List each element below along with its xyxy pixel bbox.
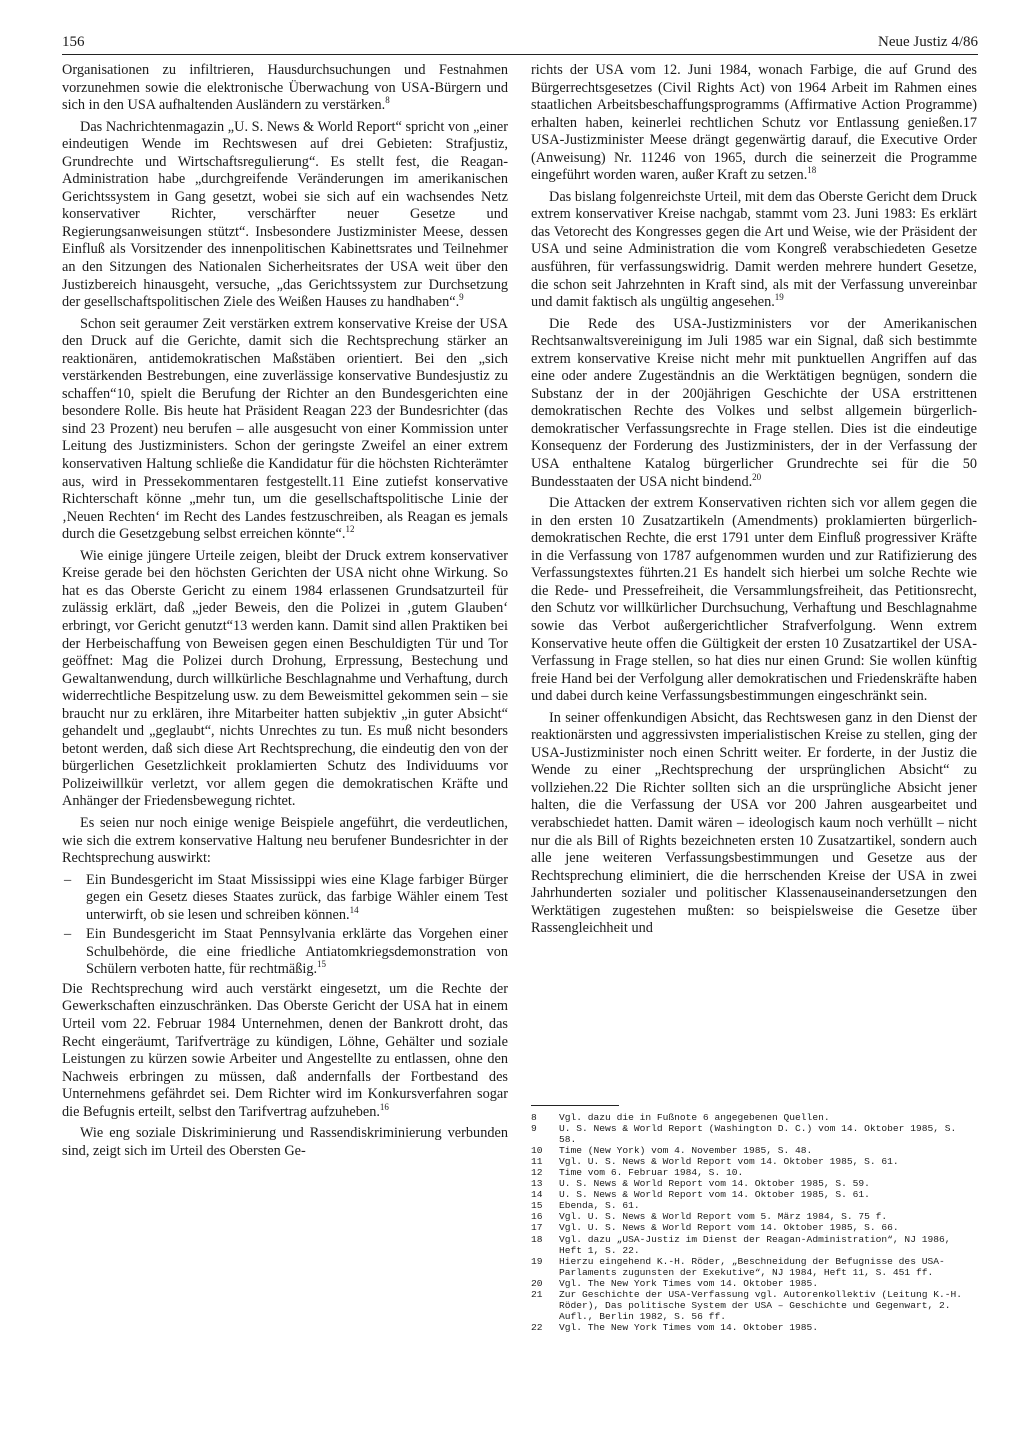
footnote xyxy=(531,1222,977,1233)
footnote xyxy=(531,1256,977,1278)
paragraph xyxy=(531,189,977,312)
footnote-number: 11 xyxy=(531,1156,543,1168)
paragraph-text: richts der USA vom 12. Juni 1984, wonach Farbige, die auf Grund des Bürgerrechtsgesetzes (Civil Rights Act) von 1964 Arbeit im Rahmen eines staatlichen Arbeitsbeschaffungsprogramms (Affirmative Action Programme) erhalten haben, keinerlei rechtlichen Schutz vor Entlassung genießen.17 USA-Justizminister Meese drängt gegenwärtig darauf, die Executive Order (Anweisung) Nr. 11246 von 1965, durch die seinerzeit die Programme eingeführt worden waren, außer Kraft zu setzen. xyxy=(531,62,977,184)
paragraph-text: Die Rechtsprechung wird auch verstärkt eingesetzt, um die Rechte der Gewerkschaften einzuschränken. Das Oberste Gericht der USA hat in einem Urteil vom 22. Februar 1984 Unternehmen, denen der Bankrott droht, das Recht eingeräumt, Tarifverträge zu kündigen, Löhne, Gehälter und soziale Leistungen zu kürzen sowie Arbeiter und Angestellte zu entlassen, ohne den Nachweis erbringen zu müssen, daß andernfalls der Fortbestand des Unternehmens gefährdet sei. Dem Richter wird im Konkursverfahren sogar die Befugnis erteilt, selbst den Tarifvertrag aufzuheben. xyxy=(62,980,508,1120)
footnote-text: Vgl. The New York Times vom 14. Oktober 1985. xyxy=(559,1277,819,1289)
footnote xyxy=(531,1234,977,1256)
paragraph-text: Ein Bundesgericht im Staat Pennsylvania erklärte das Vorgehen einer Schulbehörde, die eine friedliche Antiatomkriegsdemonstration von Schülern verboten hatte, für rechtmäßig. xyxy=(86,926,508,978)
footnote xyxy=(531,1178,977,1189)
footnote-text: Time (New York) vom 4. November 1985, S. 48. xyxy=(559,1145,813,1157)
page-number: 156 xyxy=(62,34,85,50)
footnote-ref: 8 xyxy=(385,95,390,106)
footnote-text: Time vom 6. Februar 1984, S. 10. xyxy=(559,1167,744,1179)
footnote-text: Hierzu eingehend K.-H. Röder, „Beschneidung der Befugnisse des USA-Parlaments zugunsten der Exekutive“, NJ 1984, Heft 11, S. 451 ff. xyxy=(559,1255,945,1278)
paragraph-text: Schon seit geraumer Zeit verstärken extrem konservative Kreise der USA den Druck auf die Gerichte, damit sich die Rechtsprechung stärker an reaktionären, antidemokratischen Maßstäben orientiert. Bei den „sich verstärkenden Bestrebungen, eine zuverlässige konservative Bundesjustiz zu schaffen“10, spielt die Berufung der Richter an den Bundesgerichten eine besondere Rolle. Bis heute hat Präsident Reagan 223 der Bundesrichter (das sind 23 Prozent) neu berufen – alle ausgesucht von einer Kommission unter Leitung des Justizministers. Schon der geringste Zweifel an einer extrem konservativen Haltung schließe die Kandidatur für die höchsten Richterämter aus, wird in Pressekommentaren festgestellt.11 Eine zutiefst konservative Richterschaft könne „mehr tun, um die gesellschaftspolitische Linie der ‚Neuen Rechten‘ im Recht des Landes festzuschreiben, als Reagan es jemals durch die Gesetzgebung selbst erreichen könnte“. xyxy=(62,315,508,543)
footnote-number: 14 xyxy=(531,1189,543,1201)
footnote-rule xyxy=(531,1105,619,1106)
footnote-text: Vgl. dazu die in Fußnote 6 angegebenen Quellen. xyxy=(559,1112,830,1123)
footnote xyxy=(531,1278,977,1289)
footnote-number: 13 xyxy=(531,1178,543,1190)
paragraph xyxy=(62,62,508,115)
footnote-text: Vgl. U. S. News & World Report vom 14. Oktober 1985, S. 66. xyxy=(559,1222,899,1234)
footnote-number: 15 xyxy=(531,1200,543,1212)
footnote-text: Vgl. dazu „USA-Justiz im Dienst der Reagan-Administration“, NJ 1986, Heft 1, S. 22. xyxy=(559,1233,951,1256)
paragraph-text: Ein Bundesgericht im Staat Mississippi wies eine Klage farbiger Bürger gegen ein Gesetz dieses Staates zurück, das farbige Wähler einem Test unterwirft, ob sie lesen und schreiben können. xyxy=(86,871,508,923)
paragraph-text: Die Rede des USA-Justizministers vor der Amerikanischen Rechtsanwaltsvereinigung im Juli 1985 war ein Signal, daß sich bestimmte extrem konservative Kreise nicht mehr mit punktuellen Angriffen auf das eine oder andere Zugeständnis an die Werktätigen begnügen, sondern die Substanz der in der 200jährigen Geschichte der USA erstrittenen demokratischen Rechte des Volkes und selbst allgemein bürgerlich-demokratischer Verfassungsrechte in Frage stellen. Dies ist die eindeutige Konsequenz der Forderung des Justizministers, der in der Verfassung der USA enthaltene Katalog bürgerlicher Grundrechte sei für die 50 Bundesstaaten der USA nicht bindend. xyxy=(531,315,977,490)
footnote-ref: 9 xyxy=(459,292,464,303)
footnote xyxy=(531,1322,977,1333)
footnote-text: U. S. News & World Report (Washington D. C.) vom 14. Oktober 1985, S. 58. xyxy=(559,1123,957,1146)
footnote xyxy=(531,1145,977,1156)
paragraph xyxy=(531,316,977,491)
footnote xyxy=(531,1167,977,1178)
paragraph xyxy=(62,981,508,1121)
footnote xyxy=(531,1289,977,1322)
footnote xyxy=(531,1189,977,1200)
footnote-number: 16 xyxy=(531,1211,543,1223)
list-item xyxy=(62,872,508,925)
footnote-text: Zur Geschichte der USA-Verfassung vgl. Autorenkollektiv (Leitung K.-H. Röder), Das politische System der USA – Geschichte und Gegenwart, 2. Aufl., Berlin 1982, S. 56 ff. xyxy=(559,1288,963,1322)
dash-list xyxy=(62,872,508,979)
left-column xyxy=(62,62,508,1164)
footnote-text: Vgl. The New York Times vom 14. Oktober 1985. xyxy=(559,1321,819,1333)
page-header xyxy=(62,32,978,55)
footnote-number: 10 xyxy=(531,1145,543,1157)
footnote-ref: 15 xyxy=(317,959,327,970)
footnote xyxy=(531,1211,977,1222)
paragraph-text: Das Nachrichtenmagazin „U. S. News & World Report“ spricht von „einer eindeutigen Wende im Rechtswesen auf drei Gebieten: Strafjustiz, Grundrechte und Wirtschaftsregulierung“. Es stellt fest, die Reagan-Administration habe „durchgreifende Veränderungen im amerikanischen Gerichtssystem in Gang gesetzt, wobei sie sich auf ein wachsendes Netz konservativer Richter, verschärfter neuer Gesetze und Regierungsanweisungen stützt“. Insbesondere Justizminister Meese, dessen Einfluß als Vorsitzender des innenpolitischen Kabinettsrates und Teilnehmer an den Sitzungen des Nationalen Sicherheitsrates der USA weit über den Justizbereich hinausgeht, versuche, „das Gerichtssystem zur Durchsetzung der gesellschaftspolitischen Ziele des Weißen Hauses zu handhaben“. xyxy=(62,118,508,311)
paragraph xyxy=(62,316,508,544)
footnote-number: 21 xyxy=(531,1288,543,1300)
paragraph xyxy=(531,710,977,938)
footnote-text: U. S. News & World Report vom 14. Oktober 1985, S. 61. xyxy=(559,1189,870,1201)
footnote-ref: 20 xyxy=(752,471,762,482)
footnote-number: 17 xyxy=(531,1222,543,1234)
footnote-ref: 16 xyxy=(379,1101,389,1112)
footnote-text: U. S. News & World Report vom 14. Oktober 1985, S. 59. xyxy=(559,1178,870,1190)
footnote-number: 9 xyxy=(531,1123,537,1135)
paragraph xyxy=(62,1125,508,1160)
paragraph xyxy=(62,815,508,868)
footnote-ref: 12 xyxy=(345,524,355,535)
right-column xyxy=(531,62,977,942)
paragraph xyxy=(62,119,508,312)
footnote-number: 18 xyxy=(531,1233,543,1245)
footnote xyxy=(531,1123,977,1145)
paragraph-text: In seiner offenkundigen Absicht, das Rechtswesen ganz in den Dienst der reaktionärsten und aggressivsten imperialistischen Kreise zu stellen, ging der USA-Justizminister noch einen Schritt weiter. Er forderte, in der Justiz die Wende zu einer „Rechtsprechung der ursprünglichen Absicht“ zu vollziehen.22 Die Richter sollten sich an die ursprüngliche Absicht jener halten, die die Verfassung der USA vor 200 Jahren ausgearbeitet und verabschiedet hatten. Damit wären – ideologisch kaum noch verhüllt – nicht nur die als Bill of Rights bezeichneten ersten 10 Zusatzartikel, sondern auch alle jene weiteren Verfassungsbestimmungen und Gesetze aus der Rechtsprechung eliminiert, die die herrschenden Kreise der USA in zwei Jahrhunderten sozialer und politischer Klassenauseinandersetzungen den Werktätigen zugestehen mußten: so beispielsweise die Gesetze über Rassengleichheit und xyxy=(531,709,977,937)
footnote xyxy=(531,1156,977,1167)
journal-title: Neue Justiz 4/86 xyxy=(878,34,978,50)
footnote xyxy=(531,1112,977,1123)
paragraph-text: Wie einige jüngere Urteile zeigen, bleibt der Druck extrem konservativer Kreise gerade bei den höchsten Gerichten der USA nicht ohne Wirkung. So hat es das Oberste Gericht zu einem 1984 erlassenen Grundsatzurteil für zulässig erklärt, daß „jeder Beweis, den die Polizei in ‚gutem Glauben‘ erbringt, vor Gericht genutzt“13 werden kann. Damit sind allen Praktiken bei der Herbeischaffung von Beweisen gegen einen Beschuldigten Tür und Tor geöffnet: Mag die Polizei durch Drohung, Erpressung, Bestechung und Gewaltanwendung, durch willkürliche Beschlagnahme und Verhaftung, durch widerrechtliche Bespitzelung usw. zu dem Beweismittel gekommen sein – sie braucht nur zu erklären, ihre Mitarbeiter hatten subjektiv „in guter Absicht“ gehandelt und „geglaubt“, nichts Unrechtes zu tun. Es muß nicht besonders betont werden, daß sich diese Art Rechtsprechung, die eindeutig den von der bürgerlichen Gesetzlichkeit proklamierten Schutz des Individuums vor Polizeiwillkür verletzt, vor allem gegen die demokratischen Kräfte und Anhänger der Friedensbewegung richtet. xyxy=(62,547,508,810)
paragraph-text: Die Attacken der extrem Konservativen richten sich vor allem gegen die in den ersten 10 Zusatzartikeln (Amendments) proklamierten bürgerlich-demokratischen Rechte, die erst 1791 unter dem Einfluß progressiver Kräfte in die Verfassung von 1787 aufgenommen wurden und zur Ratifizierung des Verfassungstextes führten.21 Es handelt sich hierbei um solche Rechte wie die Rede- und Pressefreiheit, die Versammlungsfreiheit, das Petitionsrecht, den Schutz vor willkürlicher Durchsuchung, Verhaftung und Beschlagnahme sowie das Verbot außergerichtlicher Strafverfolgung. Wenn extrem Konservative heute offen die Gültigkeit der ersten 10 Zusatzartikel der USA-Verfassung in Frage stellen, so hat dies nur einen Grund: Sie wollen künftig freie Hand bei der Verfolgung aller demokratischen und Friedenskräfte haben und dabei durch keine Verfassungsbestimmungen eingeschränkt sein. xyxy=(531,495,977,705)
paragraph-text: Es seien nur noch einige wenige Beispiele angeführt, die verdeutlichen, wie sich die extrem konservative Haltung neu berufener Bundesrichter in der Rechtsprechung auswirkt: xyxy=(62,814,508,867)
footnote-number: 8 xyxy=(531,1112,537,1123)
footnote xyxy=(531,1200,977,1211)
paragraph-text: Organisationen zu infiltrieren, Hausdurchsuchungen und Festnahmen vorzunehmen sowie die elektronische Überwachung von USA-Bürgern und sich in den USA aufhaltenden Ausländern zu verstärken. xyxy=(62,62,508,114)
footnote-ref: 18 xyxy=(807,165,817,176)
paragraph xyxy=(531,62,977,185)
footnotes xyxy=(531,1112,977,1333)
footnote-number: 12 xyxy=(531,1167,543,1179)
footnote-ref: 14 xyxy=(349,904,359,915)
list-item xyxy=(62,926,508,979)
paragraph xyxy=(62,548,508,811)
paragraph-text: Das bislang folgenreichste Urteil, mit dem das Oberste Gericht dem Druck extrem konservativer Kreise nachgab, stammt vom 23. Juni 1983: Es erklärt das Vetorecht des Kongresses gegen die Art und Weise, wie der Präsident der USA und seine Administration die vom Kongreß verabschiedeten Gesetze ausführen, für verfassungswidrig. Damit werden mehrere hundert Gesetze, die schon seit Jahrzehnten in Kraft sind, als mit der Verfassung unvereinbar und damit faktisch als ungültig angesehen. xyxy=(531,188,977,311)
footnote-text: Ebenda, S. 61. xyxy=(559,1200,640,1212)
paragraph xyxy=(531,495,977,706)
footnote-number: 20 xyxy=(531,1277,543,1289)
paragraph-text: Wie eng soziale Diskriminierung und Rassendiskriminierung verbunden sind, zeigt sich im Urteil des Obersten Ge- xyxy=(62,1125,508,1159)
footnote-number: 19 xyxy=(531,1255,543,1267)
footnote-number: 22 xyxy=(531,1321,543,1333)
footnote-ref: 19 xyxy=(774,292,784,303)
footnote-text: Vgl. U. S. News & World Report vom 14. Oktober 1985, S. 61. xyxy=(559,1156,899,1168)
footnote-text: Vgl. U. S. News & World Report vom 5. März 1984, S. 75 f. xyxy=(559,1211,888,1223)
